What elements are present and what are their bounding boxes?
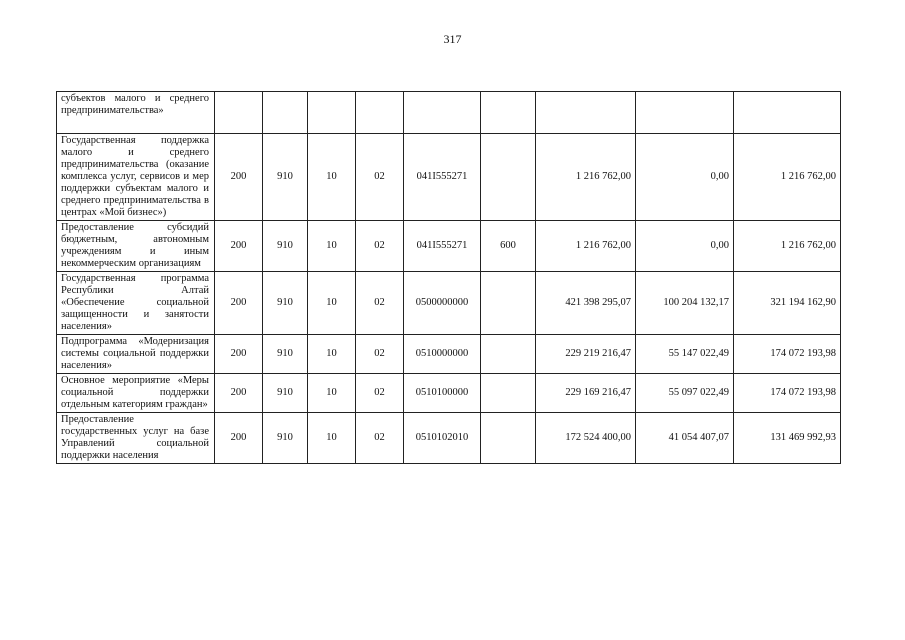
cell-v2: 55 097 022,49 bbox=[636, 374, 734, 413]
cell-v3: 1 216 762,00 bbox=[734, 221, 841, 272]
cell-c3: 10 bbox=[308, 374, 356, 413]
cell-c3: 10 bbox=[308, 272, 356, 335]
cell-c4: 02 bbox=[356, 134, 404, 221]
cell-v3: 1 216 762,00 bbox=[734, 134, 841, 221]
cell-c2: 910 bbox=[263, 335, 308, 374]
cell-c1: 200 bbox=[215, 134, 263, 221]
cell-c4: 02 bbox=[356, 413, 404, 464]
cell-c2 bbox=[263, 92, 308, 134]
cell-c4 bbox=[356, 92, 404, 134]
cell-c3: 10 bbox=[308, 221, 356, 272]
table-row bbox=[57, 221, 841, 272]
row-name: Предоставление субсидий бюджетным, автономным учреждениям и иным некоммерческим организациям bbox=[57, 221, 215, 272]
cell-v2: 55 147 022,49 bbox=[636, 335, 734, 374]
cell-c1: 200 bbox=[215, 374, 263, 413]
cell-v3: 321 194 162,90 bbox=[734, 272, 841, 335]
cell-c1: 200 bbox=[215, 413, 263, 464]
cell-v1: 229 219 216,47 bbox=[536, 335, 636, 374]
cell-c4: 02 bbox=[356, 221, 404, 272]
table-row bbox=[57, 272, 841, 335]
cell-c1: 200 bbox=[215, 272, 263, 335]
cell-c6 bbox=[481, 335, 536, 374]
cell-c5: 0510000000 bbox=[404, 335, 481, 374]
cell-c3 bbox=[308, 92, 356, 134]
table-row bbox=[57, 92, 841, 134]
cell-c2: 910 bbox=[263, 374, 308, 413]
cell-v1: 1 216 762,00 bbox=[536, 134, 636, 221]
cell-c3: 10 bbox=[308, 413, 356, 464]
table-row bbox=[57, 413, 841, 464]
cell-v1: 229 169 216,47 bbox=[536, 374, 636, 413]
cell-c5: 0500000000 bbox=[404, 272, 481, 335]
table-body bbox=[57, 92, 841, 464]
cell-c5: 041I555271 bbox=[404, 221, 481, 272]
cell-c2: 910 bbox=[263, 134, 308, 221]
cell-v2 bbox=[636, 92, 734, 134]
row-name: Государственная программа Республики Алтай «Обеспечение социальной защищенности и занятости населения» bbox=[57, 272, 215, 335]
cell-v3: 131 469 992,93 bbox=[734, 413, 841, 464]
cell-c6 bbox=[481, 374, 536, 413]
cell-v2: 100 204 132,17 bbox=[636, 272, 734, 335]
budget-table bbox=[56, 91, 841, 464]
cell-c1 bbox=[215, 92, 263, 134]
cell-c3: 10 bbox=[308, 134, 356, 221]
row-name: Предоставление государственных услуг на базе Управлений социальной поддержки населения bbox=[57, 413, 215, 464]
cell-v2: 41 054 407,07 bbox=[636, 413, 734, 464]
cell-v1 bbox=[536, 92, 636, 134]
cell-c5 bbox=[404, 92, 481, 134]
cell-c1: 200 bbox=[215, 335, 263, 374]
table-row bbox=[57, 134, 841, 221]
cell-c6 bbox=[481, 272, 536, 335]
cell-c4: 02 bbox=[356, 374, 404, 413]
cell-v1: 421 398 295,07 bbox=[536, 272, 636, 335]
table-row bbox=[57, 335, 841, 374]
cell-c6: 600 bbox=[481, 221, 536, 272]
cell-v3: 174 072 193,98 bbox=[734, 335, 841, 374]
cell-v2: 0,00 bbox=[636, 221, 734, 272]
cell-c6 bbox=[481, 134, 536, 221]
cell-v1: 1 216 762,00 bbox=[536, 221, 636, 272]
row-name: Государственная поддержка малого и среднего предпринимательства (оказание комплекса услуг, сервисов и мер поддержки субъектам малого и среднего предпринимательства в центрах «Мой бизнес») bbox=[57, 134, 215, 221]
cell-c6 bbox=[481, 92, 536, 134]
cell-c3: 10 bbox=[308, 335, 356, 374]
cell-c2: 910 bbox=[263, 272, 308, 335]
cell-v2: 0,00 bbox=[636, 134, 734, 221]
page-number: 317 bbox=[443, 32, 462, 46]
row-name: Основное мероприятие «Меры социальной поддержки отдельным категориям граждан» bbox=[57, 374, 215, 413]
cell-c4: 02 bbox=[356, 335, 404, 374]
row-name: Подпрограмма «Модернизация системы социальной поддержки населения» bbox=[57, 335, 215, 374]
cell-v3 bbox=[734, 92, 841, 134]
cell-c2: 910 bbox=[263, 413, 308, 464]
row-name: субъектов малого и среднего предпринимательства» bbox=[57, 92, 215, 134]
cell-c5: 0510100000 bbox=[404, 374, 481, 413]
cell-c2: 910 bbox=[263, 221, 308, 272]
table-row bbox=[57, 374, 841, 413]
cell-c1: 200 bbox=[215, 221, 263, 272]
cell-c5: 0510102010 bbox=[404, 413, 481, 464]
cell-c4: 02 bbox=[356, 272, 404, 335]
cell-c5: 041I555271 bbox=[404, 134, 481, 221]
cell-v1: 172 524 400,00 bbox=[536, 413, 636, 464]
cell-c6 bbox=[481, 413, 536, 464]
cell-v3: 174 072 193,98 bbox=[734, 374, 841, 413]
